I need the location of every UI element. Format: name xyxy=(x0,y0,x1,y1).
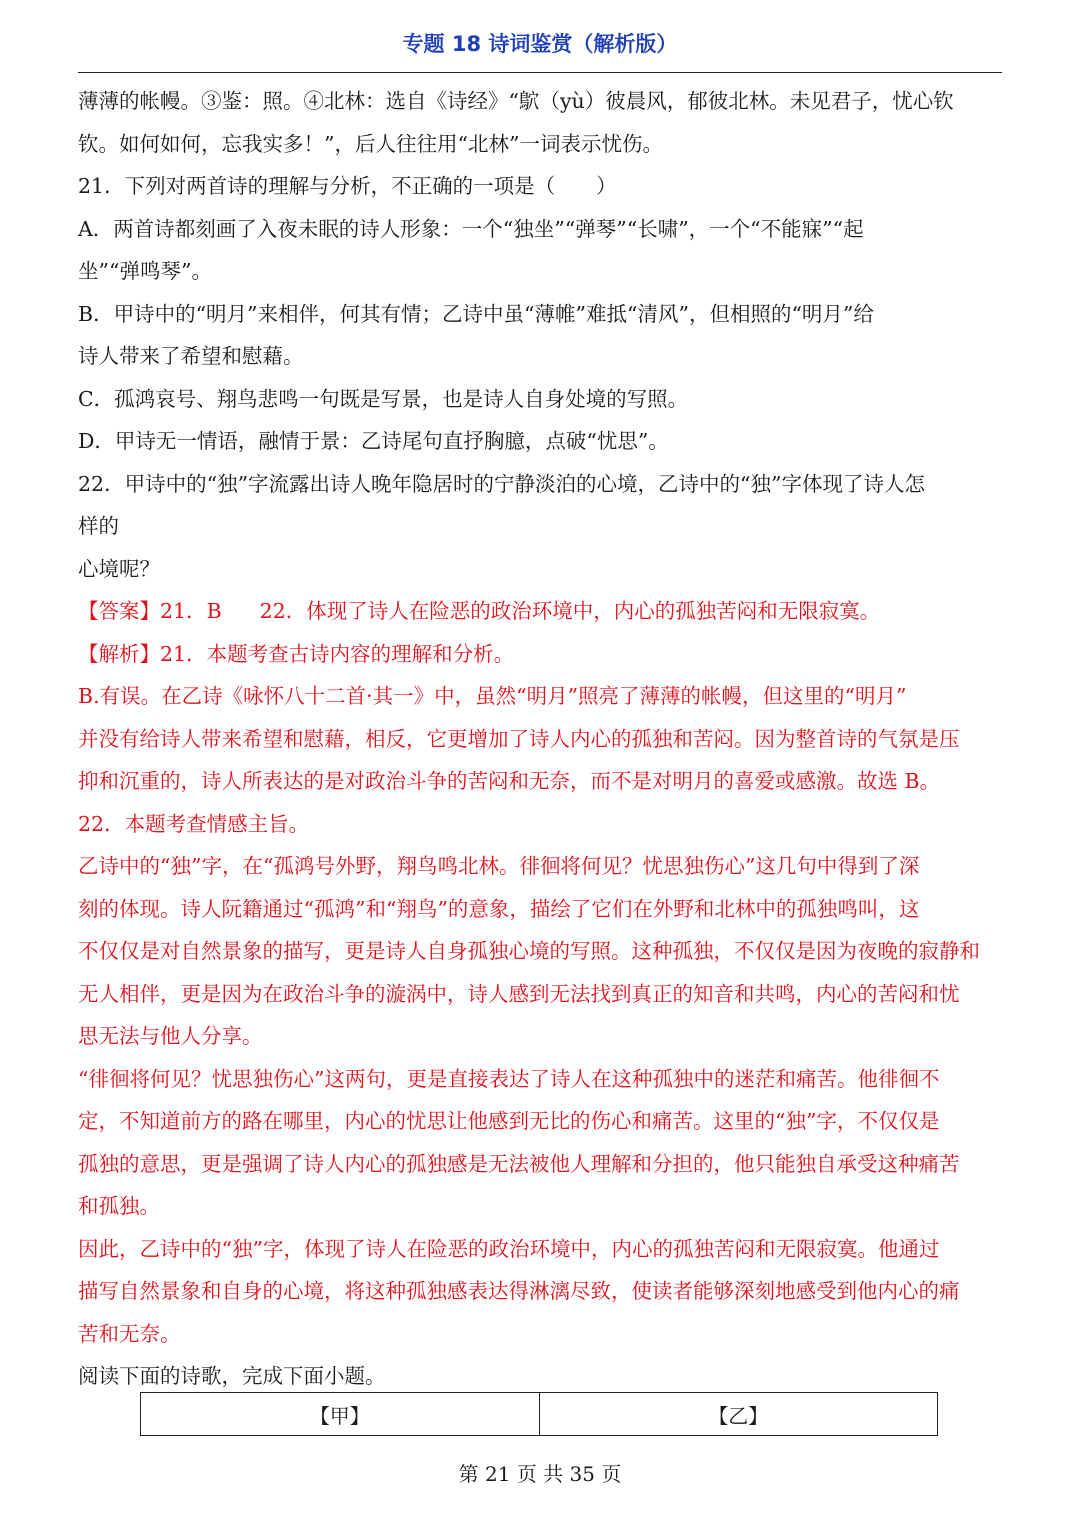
page-number: 第 21 页 共 35 页 xyxy=(458,1462,622,1486)
analysis-line: 思无法与他人分享。 xyxy=(78,1024,263,1048)
analysis-line: 并没有给诗人带来希望和慰藉，相反，它更增加了诗人内心的孤独和苦闷。因为整首诗的气氛是压 xyxy=(78,726,960,751)
analysis-line: 刻的体现。诗人阮籍通过“孤鸿”和“翔鸟”的意象，描绘了它们在外野和北林中的孤独鸣叫，这 xyxy=(78,896,920,921)
document-header-title: 专题 18 诗词鉴赏（解析版） xyxy=(402,32,678,56)
reading-instruction: 阅读下面的诗歌，完成下面小题。 xyxy=(78,1364,386,1388)
text-line: 钦。如何如何，忘我实多！”，后人往往用“北林”一词表示忧伤。 xyxy=(78,131,663,156)
analysis-line: 无人相伴，更是因为在政治斗争的漩涡中，诗人感到无法找到真正的知音和共鸣，内心的苦闷和忧 xyxy=(78,981,960,1006)
analysis-line: 因此，乙诗中的“独”字，体现了诗人在险恶的政治环境中，内心的孤独苦闷和无限寂寞。他通过 xyxy=(78,1236,940,1261)
question-22: 22．甲诗中的“独”字流露出诗人晚年隐居时的宁静淡泊的心境，乙诗中的“独”字体现了诗人怎 xyxy=(78,471,926,496)
analysis-line: 孤独的意思，更是强调了诗人内心的孤独感是无法被他人理解和分担的，他只能独自承受这种痛苦 xyxy=(78,1151,960,1176)
analysis-line: 不仅仅是对自然景象的描写，更是诗人自身孤独心境的写照。这种孤独，不仅仅是因为夜晚的寂静和 xyxy=(78,939,980,963)
poem-table xyxy=(140,1392,938,1436)
option-b: B．甲诗中的“明月”来相伴，何其有情；乙诗中虽“薄帷”难抵“清风”，但相照的“明月”给 xyxy=(78,301,874,326)
page-content xyxy=(78,80,1002,1398)
analysis-line: 描写自然景象和自身的心境，将这种孤独感表达得淋漓尽致，使读者能够深刻地感受到他内心的痛 xyxy=(78,1279,960,1303)
option-b-cont: 诗人带来了希望和慰藉。 xyxy=(78,344,304,368)
option-c: C．孤鸿哀号、翔鸟悲鸣一句既是写景，也是诗人自身处境的写照。 xyxy=(78,386,689,411)
option-d: D．甲诗无一情语，融情于景：乙诗尾句直抒胸臆，点破“忧思”。 xyxy=(78,429,669,453)
option-a-cont: 坐”“弹鸣琴”。 xyxy=(78,259,212,283)
answer-tag: 【答案】 xyxy=(78,599,160,623)
text-line: 薄薄的帐幔。③鉴：照。④北林：选自《诗经》“鴥（yù）彼晨风，郁彼北林。未见君子，忧心钦 xyxy=(78,89,954,113)
analysis-line: B.有误。在乙诗《咏怀八十二首·其一》中，虽然“明月”照亮了薄薄的帐幔，但这里的“明月” xyxy=(78,684,907,708)
analysis-head xyxy=(78,633,1002,676)
question-22-cont: 样的 xyxy=(78,514,119,538)
table-header-yi: 【乙】 xyxy=(539,1393,938,1435)
analysis-tag: 【解析】 xyxy=(78,641,160,666)
option-a: A．两首诗都刻画了入夜未眠的诗人形象：一个“独坐”“弹琴”“长啸”，一个“不能寐”“起 xyxy=(78,216,864,241)
analysis-line: 22．本题考查情感主旨。 xyxy=(78,811,310,836)
table-header-jia: 【甲】 xyxy=(309,1403,370,1428)
header-divider xyxy=(78,72,1002,73)
analysis-line: 定，不知道前方的路在哪里，内心的忧思让他感到无比的伤心和痛苦。这里的“独”字，不仅仅是 xyxy=(78,1109,940,1133)
question-22-cont: 心境呢？ xyxy=(78,556,160,581)
analysis-line: 抑和沉重的，诗人所表达的是对政治斗争的苦闷和无奈，而不是对明月的喜爱或感激。故选 B。 xyxy=(78,769,941,793)
analysis-line: “徘徊将何见？忧思独伤心”这两句，更是直接表达了诗人在这种孤独中的迷茫和痛苦。他徘徊不 xyxy=(78,1066,940,1091)
analysis-head-text: 21．本题考查古诗内容的理解和分析。 xyxy=(160,641,515,666)
question-21: 21．下列对两首诗的理解与分析，不正确的一项是（ ） xyxy=(78,174,617,198)
answer-line xyxy=(78,590,1002,633)
analysis-line: 乙诗中的“独”字，在“孤鸿号外野，翔鸟鸣北林。徘徊将何见？忧思独伤心”这几句中得到了深 xyxy=(78,854,920,878)
analysis-line: 和孤独。 xyxy=(78,1194,160,1218)
answer-21: 21．B xyxy=(160,599,222,623)
analysis-line: 苦和无奈。 xyxy=(78,1321,181,1346)
answer-22: 22．体现了诗人在险恶的政治环境中，内心的孤独苦闷和无限寂寞。 xyxy=(259,599,881,623)
